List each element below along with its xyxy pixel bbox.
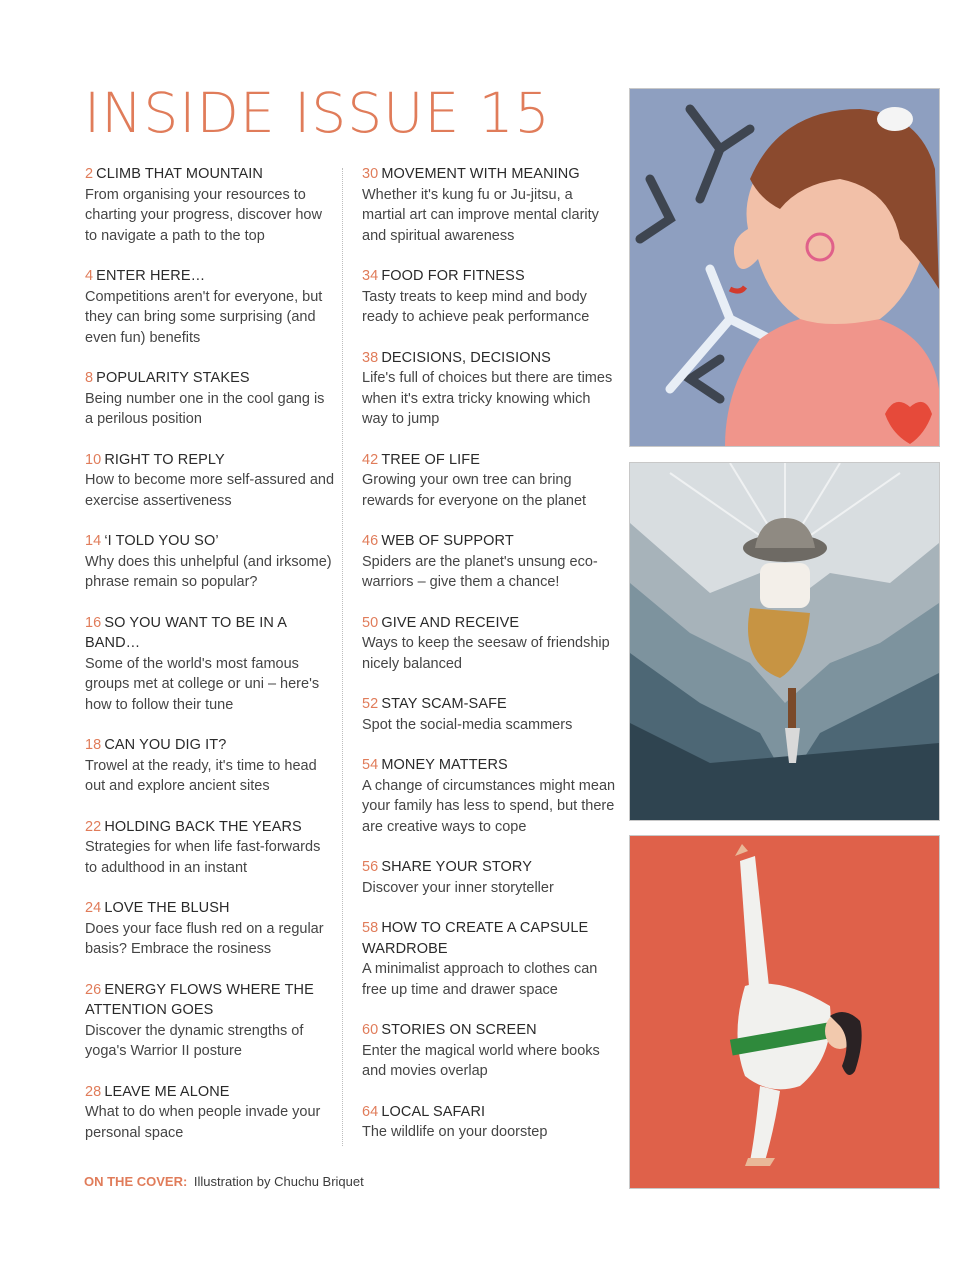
entry-title: SHARE YOUR STORY bbox=[381, 859, 533, 875]
entry-title: STORIES ON SCREEN bbox=[381, 1022, 537, 1038]
contents-entry[interactable] bbox=[362, 531, 617, 593]
entry-heading bbox=[362, 531, 617, 552]
entry-title: FOOD FOR FITNESS bbox=[381, 268, 525, 284]
entry-title: DECISIONS, DECISIONS bbox=[381, 349, 551, 366]
contents-entry[interactable] bbox=[362, 918, 617, 1000]
entry-heading bbox=[85, 450, 335, 471]
entry-title: TREE OF LIFE bbox=[381, 451, 481, 468]
entry-title: CAN YOU DIG IT? bbox=[104, 737, 227, 753]
entry-description: Strategies for when life fast-forwards to adulthood in an instant bbox=[85, 839, 321, 876]
entry-title: GIVE AND RECEIVE bbox=[381, 614, 520, 631]
page-number: 60 bbox=[362, 1022, 379, 1038]
entry-description: Ways to keep the seesaw of friendship nicely balanced bbox=[362, 635, 610, 672]
page-number: 2 bbox=[85, 166, 94, 182]
entry-heading bbox=[85, 735, 335, 756]
page-number: 52 bbox=[362, 696, 379, 712]
contents-entry[interactable] bbox=[362, 266, 617, 328]
entry-title: LEAVE ME ALONE bbox=[104, 1083, 230, 1100]
entry-title: LOVE THE BLUSH bbox=[104, 900, 230, 916]
contents-entry[interactable] bbox=[362, 164, 617, 246]
page-number: 16 bbox=[85, 614, 102, 631]
entry-description: Some of the world's most famous groups met at college or uni – here's how to follow their tune bbox=[85, 655, 320, 713]
entry-title: LOCAL SAFARI bbox=[381, 1103, 486, 1120]
page-number: 8 bbox=[85, 370, 94, 386]
illustration-martial-arts-kick bbox=[629, 835, 940, 1189]
contents-entry[interactable] bbox=[85, 266, 335, 348]
entry-title: ENTER HERE… bbox=[96, 268, 206, 284]
contents-entry[interactable] bbox=[362, 857, 617, 898]
contents-entry[interactable] bbox=[85, 817, 335, 879]
page-number: 50 bbox=[362, 614, 379, 631]
entry-description: Spot the social-media scammers bbox=[362, 716, 573, 733]
contents-entry[interactable] bbox=[85, 450, 335, 512]
illustration-woman-profile bbox=[629, 88, 940, 447]
entry-description: Life's full of choices but there are times when it's extra tricky knowing which way to jump bbox=[362, 370, 613, 427]
entry-title: CLIMB THAT MOUNTAIN bbox=[96, 166, 263, 182]
entry-description: Growing your own tree can bring rewards for everyone on the planet bbox=[362, 472, 587, 509]
entry-title: POPULARITY STAKES bbox=[96, 370, 250, 386]
entry-description: A minimalist approach to clothes can free up time and drawer space bbox=[362, 961, 598, 998]
entry-heading bbox=[85, 980, 335, 1021]
page-number: 28 bbox=[85, 1083, 102, 1100]
entry-description: Discover your inner storyteller bbox=[362, 879, 554, 896]
entry-description: How to become more self-assured and exercise assertiveness bbox=[85, 472, 335, 509]
page-number: 46 bbox=[362, 533, 379, 549]
page-number: 38 bbox=[362, 349, 379, 366]
page-number: 58 bbox=[362, 920, 379, 936]
entry-heading bbox=[362, 348, 617, 369]
entry-description: Whether it's kung fu or Ju-jitsu, a martial art can improve mental clarity and spiritual awareness bbox=[362, 186, 599, 244]
entry-title: MONEY MATTERS bbox=[381, 757, 508, 773]
contents-column-left bbox=[85, 164, 335, 1163]
entry-heading bbox=[362, 755, 617, 776]
entry-description: Why does this unhelpful (and irksome) phrase remain so popular? bbox=[85, 553, 332, 590]
page-number: 54 bbox=[362, 757, 379, 773]
page-number: 18 bbox=[85, 737, 102, 753]
entry-heading bbox=[85, 613, 335, 654]
entry-heading bbox=[85, 898, 335, 919]
entry-heading bbox=[362, 164, 617, 185]
cover-credit bbox=[84, 1174, 364, 1189]
contents-entry[interactable] bbox=[85, 613, 335, 716]
entry-heading bbox=[85, 266, 335, 287]
contents-entry[interactable] bbox=[85, 368, 335, 430]
illustration-archaeology-dig bbox=[629, 462, 940, 821]
entry-description: Tasty treats to keep mind and body ready to achieve peak performance bbox=[362, 288, 590, 325]
contents-entry[interactable] bbox=[362, 694, 617, 735]
entry-description: The wildlife on your doorstep bbox=[362, 1124, 548, 1140]
entry-title: ‘I TOLD YOU SO’ bbox=[104, 533, 219, 549]
page-number: 30 bbox=[362, 166, 379, 182]
contents-entry[interactable] bbox=[362, 1102, 617, 1143]
page-number: 4 bbox=[85, 268, 94, 284]
page-number: 64 bbox=[362, 1103, 379, 1120]
entry-heading bbox=[362, 857, 617, 878]
entry-heading bbox=[85, 817, 335, 838]
entry-description: A change of circumstances might mean your family has less to spend, but there are creative ways to cope bbox=[362, 777, 616, 835]
contents-entry[interactable] bbox=[85, 980, 335, 1062]
entry-description: From organising your resources to charting your progress, discover how to navigate a path to the top bbox=[85, 186, 322, 244]
entry-heading bbox=[85, 368, 335, 389]
page-number: 42 bbox=[362, 451, 379, 468]
entry-description: Trowel at the ready, it's time to head out and explore ancient sites bbox=[85, 757, 317, 794]
contents-entry[interactable] bbox=[362, 348, 617, 430]
page-number: 14 bbox=[85, 533, 102, 549]
entry-title: ENERGY FLOWS WHERE THE ATTENTION GOES bbox=[85, 981, 314, 1018]
entry-heading bbox=[362, 1020, 617, 1041]
contents-entry[interactable] bbox=[85, 898, 335, 960]
entry-heading bbox=[362, 1102, 617, 1123]
entry-description: Spiders are the planet's unsung eco-warriors – give them a chance! bbox=[362, 553, 598, 590]
entry-title: MOVEMENT WITH MEANING bbox=[381, 166, 580, 182]
page-number: 10 bbox=[85, 451, 102, 468]
entry-description: What to do when people invade your personal space bbox=[85, 1104, 321, 1141]
entry-description: Enter the magical world where books and movies overlap bbox=[362, 1042, 600, 1079]
page-number: 24 bbox=[85, 900, 102, 916]
contents-entry[interactable] bbox=[85, 531, 335, 593]
entry-title: HOLDING BACK THE YEARS bbox=[104, 818, 302, 835]
contents-entry[interactable] bbox=[85, 164, 335, 246]
contents-entry[interactable] bbox=[362, 450, 617, 512]
entry-description: Does your face flush red on a regular basis? Embrace the rosiness bbox=[85, 920, 324, 957]
contents-entry[interactable] bbox=[85, 1082, 335, 1144]
page-title: INSIDE ISSUE 15 bbox=[84, 81, 551, 145]
page-number: 34 bbox=[362, 268, 379, 284]
entry-heading bbox=[85, 531, 335, 552]
contents-column-right bbox=[362, 164, 617, 1163]
entry-heading bbox=[362, 266, 617, 287]
entry-heading bbox=[85, 1082, 335, 1103]
entry-heading bbox=[362, 694, 617, 715]
page-number: 56 bbox=[362, 859, 379, 875]
entry-heading bbox=[362, 918, 617, 959]
column-divider bbox=[342, 168, 343, 1146]
entry-heading bbox=[362, 450, 617, 471]
entry-description: Being number one in the cool gang is a perilous position bbox=[85, 390, 325, 427]
page-number: 26 bbox=[85, 981, 102, 998]
page-number: 22 bbox=[85, 818, 102, 835]
entry-title: STAY SCAM-SAFE bbox=[381, 696, 507, 712]
entry-description: Competitions aren't for everyone, but they can bring some surprising (and even fun) benefits bbox=[85, 288, 323, 346]
entry-title: HOW TO CREATE A CAPSULE WARDROBE bbox=[362, 920, 589, 957]
entry-title: WEB OF SUPPORT bbox=[381, 533, 514, 549]
contents-entry[interactable] bbox=[362, 755, 617, 837]
cover-credit-text: Illustration by Chuchu Briquet bbox=[193, 1174, 364, 1189]
contents-entry[interactable] bbox=[85, 735, 335, 797]
contents-entry[interactable] bbox=[362, 613, 617, 675]
entry-description: Discover the dynamic strengths of yoga's Warrior II posture bbox=[85, 1022, 304, 1059]
contents-entry[interactable] bbox=[362, 1020, 617, 1082]
entry-heading bbox=[85, 164, 335, 185]
cover-credit-label: ON THE COVER: bbox=[84, 1174, 188, 1189]
entry-heading bbox=[362, 613, 617, 634]
entry-title: RIGHT TO REPLY bbox=[104, 451, 225, 468]
entry-title: SO YOU WANT TO BE IN A BAND… bbox=[85, 614, 287, 651]
